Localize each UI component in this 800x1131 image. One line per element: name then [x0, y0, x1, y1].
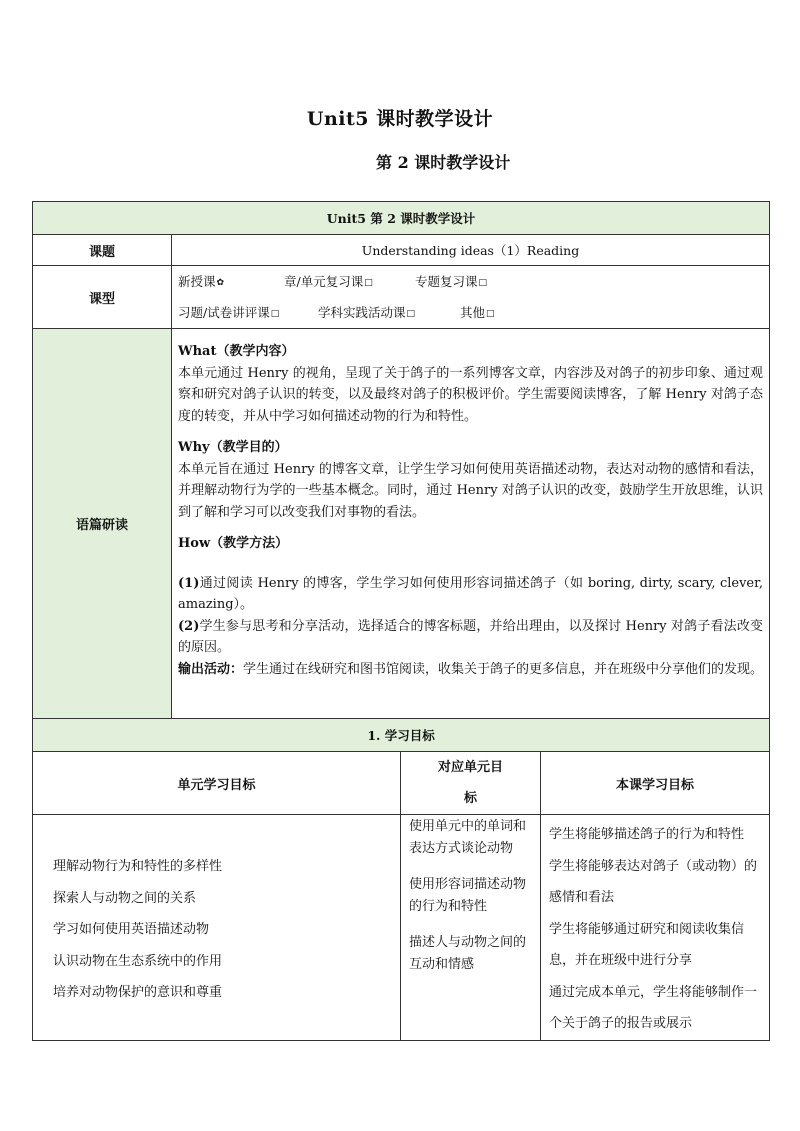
list-item: 认识动物在生态系统中的作用 — [53, 953, 223, 969]
what-heading: What（教学内容） — [178, 344, 295, 359]
text-analysis-label: 语篇研读 — [33, 329, 172, 719]
text-analysis-content — [172, 329, 770, 719]
lesson-design-table — [32, 201, 770, 1041]
topic-label: 课题 — [33, 235, 172, 266]
list-item: 描述人与动物之间的互动和情感 — [409, 935, 527, 972]
mapped-objectives-header: 对应单元目 标 — [401, 752, 541, 815]
lesson-type-option: 专题复习课□ — [415, 266, 487, 299]
topic-value: Understanding ideas（1）Reading — [172, 235, 770, 266]
list-item: 理解动物行为和特性的多样性 — [53, 859, 223, 874]
checkbox-icon: □ — [270, 309, 280, 319]
document-title: Unit5 课时教学设计 — [306, 108, 494, 130]
how-item: (2)学生参与思考和分享活动，选择适合的博客标题，并给出理由，以及探讨 Henry 对鸽子看法改变的原因。 — [178, 618, 764, 655]
lesson-type-options — [172, 266, 770, 329]
list-item: 使用形容词描述动物的行为和特性 — [409, 877, 527, 914]
checkbox-icon: □ — [486, 309, 495, 319]
lesson-type-option: 学科实践活动课□ — [318, 297, 460, 330]
lesson-type-label: 课型 — [33, 266, 172, 329]
table-header: Unit5 第 2 课时教学设计 — [33, 202, 770, 235]
list-item: 探索人与动物之间的关系 — [53, 890, 197, 906]
lesson-type-option: 习题/试卷讲评课□ — [178, 297, 318, 330]
mapped-objectives-cell — [401, 815, 541, 1041]
lesson-type-option: 新授课✿ — [178, 266, 284, 299]
how-heading: How（教学方法） — [178, 536, 289, 551]
how-item: (1)通过阅读 Henry 的博客，学生学习如何使用形容词描述鸽子（如 boring, dirty, scary, clever, amazing）。 — [178, 575, 764, 612]
lesson-type-option: 其他□ — [460, 297, 495, 330]
what-text: 本单元通过 Henry 的视角，呈现了关于鸽子的一系列博客文章，内容涉及对鸽子的初步印象、通过观察和研究对鸽子认识的转变，以及最终对鸽子的积极评价。学生需要阅读博客，了解 Henry 对鸽子态度的转变，并从中学习如何描述动物的行为和特性。 — [178, 365, 764, 424]
checkbox-icon: □ — [478, 278, 488, 288]
objectives-header: 1. 学习目标 — [33, 719, 770, 752]
checkbox-icon: ✿ — [216, 278, 225, 288]
checkbox-icon: □ — [406, 309, 416, 319]
document-subtitle: 第 2 课时教学设计 — [376, 153, 511, 172]
lesson-objectives-header: 本课学习目标 — [541, 752, 770, 815]
list-item: 学生将能够通过研究和阅读收集信息，并在班级中进行分享 — [549, 921, 745, 968]
why-text: 本单元旨在通过 Henry 的博客文章，让学生学习如何使用英语描述动物，表达对动物的感情和看法，并理解动物行为学的一些基本概念。同时，通过 Henry 对鸽子认识的改变，鼓励学生开放思维，认识到了解和学习可以改变我们对事物的看法。 — [178, 461, 764, 520]
output-activity: 输出活动：学生通过在线研究和图书馆阅读，收集关于鸽子的更多信息，并在班级中分享他们的发现。 — [178, 661, 764, 677]
checkbox-icon: □ — [364, 278, 373, 288]
unit-objectives-cell — [33, 815, 401, 1041]
list-item: 学习如何使用英语描述动物 — [53, 922, 210, 937]
list-item: 使用单元中的单词和表达方式谈论动物 — [409, 819, 527, 856]
unit-objectives-header: 单元学习目标 — [33, 752, 401, 815]
lesson-objectives-cell — [541, 815, 770, 1041]
lesson-type-option: 章/单元复习课□ — [284, 266, 415, 299]
list-item: 学生将能够表达对鸽子（或动物）的感情和看法 — [549, 858, 758, 905]
list-item: 学生将能够描述鸽子的行为和特性 — [549, 827, 745, 842]
list-item: 通过完成本单元，学生将能够制作一个关于鸽子的报告或展示 — [549, 984, 758, 1031]
list-item: 培养对动物保护的意识和尊重 — [53, 985, 223, 1000]
why-heading: Why（教学目的） — [178, 440, 288, 455]
